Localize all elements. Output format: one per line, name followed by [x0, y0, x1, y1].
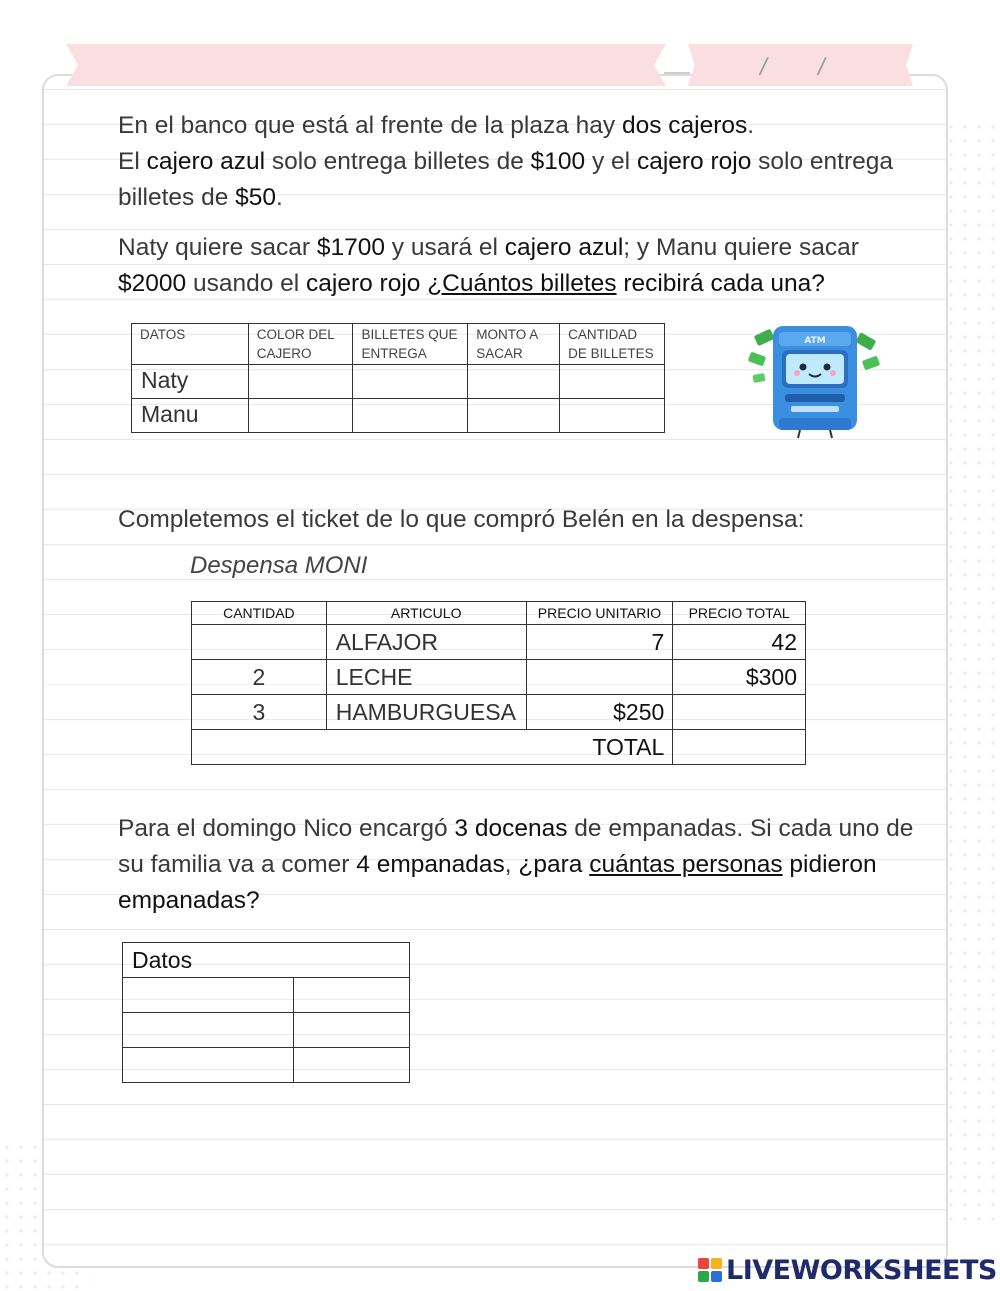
logo-square-1 — [698, 1258, 709, 1269]
ticket-header-row — [192, 602, 806, 625]
naty-billetes-input[interactable] — [353, 365, 468, 399]
row-label-manu: Manu — [132, 399, 249, 433]
header-precio-unitario: PRECIO UNITARIO — [526, 602, 673, 625]
table-row — [192, 625, 806, 660]
datos-header: Datos — [123, 943, 410, 978]
atm-sign-text: ATM — [804, 336, 826, 346]
hamburguesa-item: HAMBURGUESA — [326, 695, 526, 730]
alfajor-qty-input[interactable] — [192, 625, 327, 660]
datos-input-3a[interactable] — [123, 1048, 294, 1083]
tape-divider — [664, 72, 690, 74]
header-precio-total: PRECIO TOTAL — [673, 602, 806, 625]
manu-billetes-input[interactable] — [353, 399, 468, 433]
date-separator-2: / — [818, 54, 825, 81]
manu-color-input[interactable] — [248, 399, 353, 433]
problem1-line1: En el banco que está al frente de la plaza hay dos cajeros. — [118, 112, 755, 139]
alfajor-total-price: 42 — [673, 625, 806, 660]
header-billetes-entrega: BILLETES QUE ENTREGA — [353, 324, 468, 365]
table-row — [192, 695, 806, 730]
hamburguesa-unit-price: $250 — [526, 695, 673, 730]
alfajor-item: ALFAJOR — [326, 625, 526, 660]
atm-table-header-row — [132, 324, 665, 365]
datos-input-2b[interactable] — [294, 1013, 410, 1048]
manu-monto-input[interactable] — [468, 399, 560, 433]
header-cantidad: CANTIDAD — [192, 602, 327, 625]
liveworksheets-mark-icon — [698, 1258, 722, 1282]
datos-table — [122, 942, 410, 1083]
naty-color-input[interactable] — [248, 365, 353, 399]
header-datos: DATOS — [132, 324, 249, 365]
header-cantidad-billetes: CANTIDAD DE BILLETES — [560, 324, 665, 365]
manu-cantidad-input[interactable] — [560, 399, 665, 433]
logo-square-2 — [711, 1258, 722, 1269]
logo-square-3 — [698, 1271, 709, 1282]
alfajor-unit-price: 7 — [526, 625, 673, 660]
problem3-text-block — [118, 811, 918, 919]
problem3-line2: su familia va a comer 4 empanadas, ¿para cuántas personas pidieron — [118, 851, 877, 878]
problem1-line5: $2000 usando el cajero rojo ¿Cuántos billetes recibirá cada una? — [118, 270, 825, 297]
table-row — [132, 399, 665, 433]
problem1-text-block — [118, 108, 918, 216]
naty-cantidad-input[interactable] — [560, 365, 665, 399]
ticket-total-row — [192, 730, 806, 765]
leche-qty: 2 — [192, 660, 327, 695]
problem1-line4: Naty quiere sacar $1700 y usará el cajero azul; y Manu quiere sacar — [118, 234, 859, 261]
washi-tape-left — [66, 44, 666, 86]
liveworksheets-wordmark: LIVEWORKSHEETS — [726, 1254, 997, 1286]
naty-monto-input[interactable] — [468, 365, 560, 399]
total-label: TOTAL — [192, 730, 673, 765]
hamburguesa-qty: 3 — [192, 695, 327, 730]
leche-total-price: $300 — [673, 660, 806, 695]
date-separator-1: / — [760, 54, 767, 81]
datos-input-2a[interactable] — [123, 1013, 294, 1048]
row-label-naty: Naty — [132, 365, 249, 399]
ticket-table — [191, 601, 806, 765]
liveworksheets-logo — [698, 1254, 997, 1286]
total-input[interactable] — [673, 730, 806, 765]
datos-input-3b[interactable] — [294, 1048, 410, 1083]
atm-mascot-icon — [745, 322, 885, 442]
atm-data-table — [131, 323, 665, 433]
problem1-line2: El cajero azul solo entrega billetes de $100 y el cajero rojo solo entrega — [118, 148, 893, 175]
header-articulo: ARTICULO — [326, 602, 526, 625]
hamburguesa-total-input[interactable] — [673, 695, 806, 730]
datos-header-row — [123, 943, 410, 978]
leche-item: LECHE — [326, 660, 526, 695]
problem1-line3: billetes de $50. — [118, 184, 283, 211]
problem1-question-block — [118, 230, 918, 302]
datos-input-1a[interactable] — [123, 978, 294, 1013]
datos-input-1b[interactable] — [294, 978, 410, 1013]
leche-unit-price-input[interactable] — [526, 660, 673, 695]
problem2-intro: Completemos el ticket de lo que compró Belén en la despensa: — [118, 506, 805, 533]
problem3-line1: Para el domingo Nico encargó 3 docenas de empanadas. Si cada uno de — [118, 815, 914, 842]
table-row — [132, 365, 665, 399]
header-color-cajero: COLOR DEL CAJERO — [248, 324, 353, 365]
table-row — [123, 978, 410, 1013]
problem3-line3: empanadas? — [118, 887, 260, 914]
header-monto-sacar: MONTO A SACAR — [468, 324, 560, 365]
store-name: Despensa MONI — [190, 552, 368, 579]
table-row — [192, 660, 806, 695]
table-row — [123, 1048, 410, 1083]
washi-tape-right — [688, 44, 913, 86]
table-row — [123, 1013, 410, 1048]
logo-square-4 — [711, 1271, 722, 1282]
